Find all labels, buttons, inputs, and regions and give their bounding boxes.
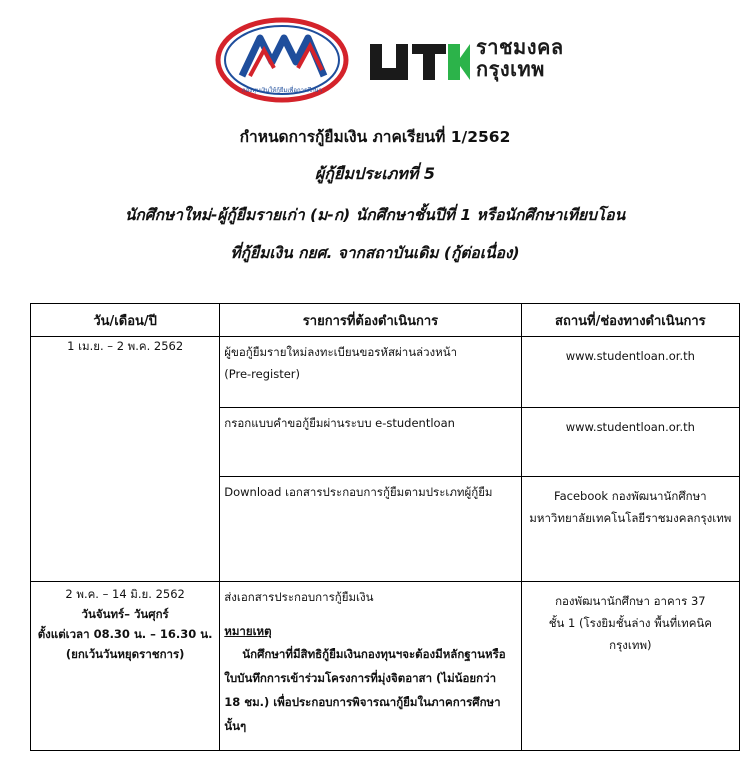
- table-row: [31, 337, 740, 408]
- place-text: www.studentloan.or.th: [565, 420, 695, 434]
- heading-line4: ที่กู้ยืมเงิน กยศ. จากสถาบันเดิม (กู้ต่อเนื่อง): [230, 244, 520, 262]
- header-place: สถานที่/ช่องทางดำเนินการ: [521, 304, 739, 337]
- utk-logo: [366, 35, 576, 86]
- heading-line3: นักศึกษาใหม่-ผู้กู้ยืมรายเก่า (ม-ก) นักศึกษาชั้นปีที่ 1 หรือนักศึกษาเทียบโอน: [124, 206, 626, 224]
- date-cell: [31, 582, 220, 751]
- date-hours: ตั้งแต่เวลา 08.30 น. – 16.30 น.: [37, 627, 213, 641]
- header-task: รายการที่ต้องดำเนินการ: [220, 304, 521, 337]
- task-cell: [220, 337, 521, 408]
- place-text: กรุงเทพ): [609, 638, 652, 652]
- date-days: วันจันทร์– วันศุกร์: [81, 607, 169, 621]
- utk-line1: ราชมงคล: [476, 35, 564, 59]
- date-cell: 1 เม.ย. – 2 พ.ค. 2562: [31, 337, 220, 582]
- place-cell: [521, 408, 739, 477]
- kyk-logo: [214, 16, 354, 108]
- task-cell: [220, 582, 521, 751]
- task-text: Download เอกสารประกอบการกู้ยืมตามประเภทผู้กู้ยืม: [224, 485, 493, 499]
- table-row: [31, 582, 740, 751]
- task-cell: [220, 408, 521, 477]
- utk-line2: กรุงเทพ: [476, 57, 545, 81]
- task-text: ส่งเอกสารประกอบการกู้ยืมเงิน: [224, 590, 374, 604]
- schedule-table: [30, 303, 740, 751]
- table-header-row: [31, 304, 740, 337]
- task-text: กรอกแบบคำขอกู้ยืมผ่านระบบ e-studentloan: [224, 416, 455, 430]
- place-text: www.studentloan.or.th: [565, 349, 695, 363]
- place-cell: [521, 477, 739, 582]
- place-text: มหาวิทยาลัยเทคโนโลยีราชมงคลกรุงเทพ: [529, 511, 732, 525]
- place-text: Facebook กองพัฒนานักศึกษา: [554, 489, 707, 503]
- heading-line2: ผู้กู้ยืมประเภทที่ 5: [314, 164, 436, 183]
- date-exception: (ยกเว้นวันหยุดราชการ): [65, 647, 185, 661]
- date-range: 2 พ.ค. – 14 มิ.ย. 2562: [65, 587, 185, 601]
- note-body: นักศึกษาที่มีสิทธิกู้ยืมเงินกองทุนฯจะต้องมีหลักฐานหรือใบบันทึกการเข้าร่วมโครงการที่มุ่งจิตอาสา (ไม่น้อยกว่า 18 ชม.) เพื่อประกอบการพิจารณากู้ยืมในภาคการศึกษานั้นๆ: [224, 647, 506, 733]
- logo-bar: [0, 16, 750, 104]
- place-cell: [521, 582, 739, 751]
- utk-mark-icon: [366, 42, 470, 84]
- note-title: หมายเหตุ: [224, 624, 272, 638]
- header-date: วัน/เดือน/ปี: [31, 304, 220, 337]
- task-text: (Pre-register): [224, 367, 301, 381]
- place-text: กองพัฒนานักศึกษา อาคาร 37: [555, 594, 706, 608]
- place-cell: [521, 337, 739, 408]
- kyk-caption: กองทุนเงินให้กู้ยืมเพื่อการศึกษา: [242, 87, 322, 94]
- task-text: ผู้ขอกู้ยืมรายใหม่ลงทะเบียนขอรหัสผ่านล่วงหน้า: [224, 345, 458, 359]
- heading-line1: กำหนดการกู้ยืมเงิน ภาคเรียนที่ 1/2562: [239, 128, 511, 146]
- task-cell: [220, 477, 521, 582]
- place-text: ชั้น 1 (โรงยิมชั้นล่าง พื้นที่เทคนิค: [548, 616, 712, 630]
